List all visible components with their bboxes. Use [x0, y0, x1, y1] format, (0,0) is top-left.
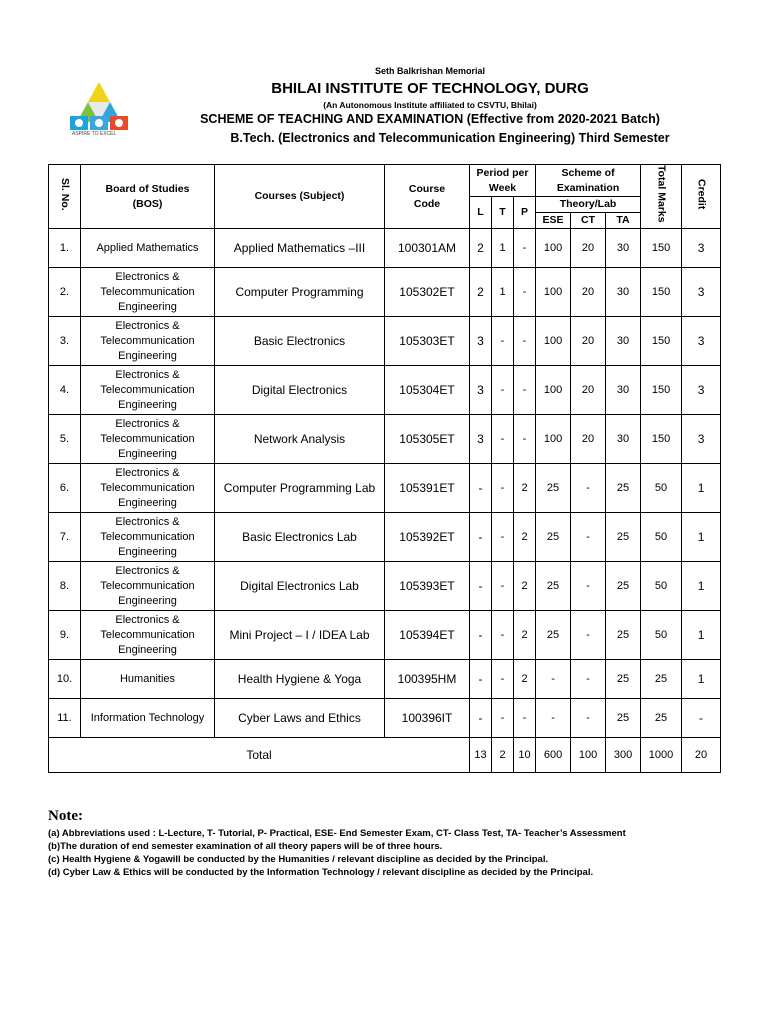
row-credit: 1 — [682, 562, 721, 611]
memorial-line: Seth Balkrishan Memorial — [374, 66, 486, 76]
row-sl-no: 2. — [49, 268, 81, 317]
row-P: - — [514, 268, 536, 317]
row-T: 1 — [492, 268, 514, 317]
row-bos: Electronics & Telecommunication Engineering — [81, 317, 215, 366]
row-total-marks: 50 — [641, 611, 682, 660]
row-course: Applied Mathematics –III — [215, 229, 385, 268]
row-course: Computer Programming — [215, 268, 385, 317]
row-T: - — [492, 464, 514, 513]
row-sl-no: 6. — [49, 464, 81, 513]
header-ESE: ESE — [536, 213, 571, 229]
row-T: - — [492, 366, 514, 415]
row-ESE: 100 — [536, 317, 571, 366]
row-bos: Electronics & Telecommunication Engineering — [81, 464, 215, 513]
total-L: 13 — [470, 738, 492, 773]
header-course-code: Course Code — [385, 165, 470, 229]
row-TA: 25 — [606, 562, 641, 611]
note-item: (a) Abbreviations used : L-Lecture, T- Tutorial, P- Practical, ESE- End Semester Exam, CT- Class Test, TA- Teacher’s Assessment — [48, 828, 626, 839]
row-course: Network Analysis — [215, 415, 385, 464]
row-L: - — [470, 513, 492, 562]
row-TA: 30 — [606, 415, 641, 464]
row-total-marks: 150 — [641, 268, 682, 317]
program-title: B.Tech. (Electronics and Telecommunication Engineering) Third Semester — [230, 131, 670, 145]
row-L: - — [470, 699, 492, 738]
row-course: Cyber Laws and Ethics — [215, 699, 385, 738]
table-row — [49, 562, 721, 611]
total-credit: 20 — [682, 738, 721, 773]
row-ESE: 25 — [536, 513, 571, 562]
row-credit: - — [682, 699, 721, 738]
header-bos: Board of Studies (BOS) — [81, 165, 215, 229]
row-course-code: 105394ET — [385, 611, 470, 660]
row-credit: 1 — [682, 513, 721, 562]
row-ESE: - — [536, 699, 571, 738]
row-sl-no: 8. — [49, 562, 81, 611]
row-bos: Electronics & Telecommunication Engineering — [81, 268, 215, 317]
row-CT: - — [571, 699, 606, 738]
row-T: - — [492, 415, 514, 464]
row-TA: 30 — [606, 317, 641, 366]
row-L: 3 — [470, 317, 492, 366]
row-CT: 20 — [571, 317, 606, 366]
row-course: Computer Programming Lab — [215, 464, 385, 513]
row-course: Digital Electronics — [215, 366, 385, 415]
row-course: Basic Electronics Lab — [215, 513, 385, 562]
row-sl-no: 7. — [49, 513, 81, 562]
row-total-marks: 150 — [641, 229, 682, 268]
row-ESE: 25 — [536, 464, 571, 513]
header-sl-no: Sl. No. — [49, 165, 81, 229]
note-item: (c) Health Hygiene & Yogawill be conducted by the Humanities / relevant discipline as decided by the Principal. — [48, 854, 549, 865]
scheme-title: SCHEME OF TEACHING AND EXAMINATION (Effective from 2020-2021 Batch) — [200, 112, 660, 126]
row-T: - — [492, 660, 514, 699]
row-sl-no: 4. — [49, 366, 81, 415]
row-ESE: 100 — [536, 366, 571, 415]
row-P: 2 — [514, 611, 536, 660]
row-total-marks: 50 — [641, 513, 682, 562]
row-L: - — [470, 611, 492, 660]
row-L: - — [470, 660, 492, 699]
row-CT: - — [571, 513, 606, 562]
row-total-marks: 50 — [641, 562, 682, 611]
row-L: - — [470, 562, 492, 611]
notes-section — [48, 808, 738, 879]
row-P: 2 — [514, 562, 536, 611]
row-P: 2 — [514, 660, 536, 699]
row-ESE: 25 — [536, 562, 571, 611]
row-P: 2 — [514, 513, 536, 562]
header-T: T — [492, 197, 514, 229]
total-marks: 1000 — [641, 738, 682, 773]
row-T: - — [492, 562, 514, 611]
row-bos: Electronics & Telecommunication Engineering — [81, 513, 215, 562]
institute-logo — [66, 80, 132, 140]
table-row — [49, 699, 721, 738]
table-row — [49, 229, 721, 268]
row-TA: 30 — [606, 366, 641, 415]
row-CT: 20 — [571, 366, 606, 415]
row-course-code: 105393ET — [385, 562, 470, 611]
row-L: 3 — [470, 366, 492, 415]
total-TA: 300 — [606, 738, 641, 773]
row-ESE: 100 — [536, 229, 571, 268]
row-bos: Information Technology — [81, 699, 215, 738]
row-T: - — [492, 611, 514, 660]
row-sl-no: 3. — [49, 317, 81, 366]
table-row — [49, 464, 721, 513]
row-CT: 20 — [571, 415, 606, 464]
table-row — [49, 268, 721, 317]
row-course-code: 100396IT — [385, 699, 470, 738]
row-credit: 1 — [682, 464, 721, 513]
row-sl-no: 9. — [49, 611, 81, 660]
table-row — [49, 611, 721, 660]
row-total-marks: 150 — [641, 415, 682, 464]
row-sl-no: 10. — [49, 660, 81, 699]
table-row — [49, 660, 721, 699]
row-sl-no: 5. — [49, 415, 81, 464]
row-credit: 3 — [682, 268, 721, 317]
row-ESE: 25 — [536, 611, 571, 660]
row-credit: 3 — [682, 229, 721, 268]
row-CT: 20 — [571, 268, 606, 317]
row-L: 2 — [470, 268, 492, 317]
row-T: - — [492, 513, 514, 562]
header-credit: Credit — [682, 165, 721, 229]
row-bos: Electronics & Telecommunication Engineering — [81, 366, 215, 415]
row-ESE: 100 — [536, 268, 571, 317]
row-TA: 25 — [606, 699, 641, 738]
table-row — [49, 415, 721, 464]
row-CT: - — [571, 464, 606, 513]
row-bos: Applied Mathematics — [81, 229, 215, 268]
table-row — [49, 513, 721, 562]
row-P: - — [514, 229, 536, 268]
row-course-code: 105392ET — [385, 513, 470, 562]
row-ESE: - — [536, 660, 571, 699]
row-P: 2 — [514, 464, 536, 513]
row-T: 1 — [492, 229, 514, 268]
table-row — [49, 317, 721, 366]
row-CT: 20 — [571, 229, 606, 268]
row-TA: 30 — [606, 268, 641, 317]
row-course-code: 100301AM — [385, 229, 470, 268]
total-label: Total — [49, 738, 470, 773]
row-course-code: 105391ET — [385, 464, 470, 513]
header-CT: CT — [571, 213, 606, 229]
header-courses: Courses (Subject) — [215, 165, 385, 229]
row-L: - — [470, 464, 492, 513]
row-course: Health Hygiene & Yoga — [215, 660, 385, 699]
header-theory-lab: Theory/Lab — [536, 197, 641, 213]
header-period: Period per Week — [470, 165, 536, 197]
row-bos: Electronics & Telecommunication Engineering — [81, 611, 215, 660]
row-TA: 25 — [606, 660, 641, 699]
row-TA: 25 — [606, 464, 641, 513]
row-total-marks: 150 — [641, 317, 682, 366]
total-P: 10 — [514, 738, 536, 773]
row-sl-no: 1. — [49, 229, 81, 268]
scheme-table — [48, 164, 721, 773]
row-P: - — [514, 366, 536, 415]
header-L: L — [470, 197, 492, 229]
row-bos: Electronics & Telecommunication Engineering — [81, 415, 215, 464]
row-credit: 3 — [682, 317, 721, 366]
row-credit: 3 — [682, 415, 721, 464]
header-TA: TA — [606, 213, 641, 229]
row-total-marks: 25 — [641, 699, 682, 738]
row-course: Mini Project – I / IDEA Lab — [215, 611, 385, 660]
row-bos: Humanities — [81, 660, 215, 699]
row-total-marks: 50 — [641, 464, 682, 513]
row-P: - — [514, 317, 536, 366]
row-course-code: 105303ET — [385, 317, 470, 366]
logo-caption: ASPIRE TO EXCEL — [72, 131, 117, 137]
note-item: (d) Cyber Law & Ethics will be conducted by the Information Technology / relevant discipline as decided by the Principal. — [48, 867, 594, 878]
row-CT: - — [571, 562, 606, 611]
row-course: Basic Electronics — [215, 317, 385, 366]
row-course-code: 105302ET — [385, 268, 470, 317]
row-TA: 25 — [606, 513, 641, 562]
table-row — [49, 366, 721, 415]
note-item: (b)The duration of end semester examination of all theory papers will be of three hours. — [48, 841, 443, 852]
row-course: Digital Electronics Lab — [215, 562, 385, 611]
row-T: - — [492, 317, 514, 366]
row-total-marks: 150 — [641, 366, 682, 415]
row-credit: 3 — [682, 366, 721, 415]
row-credit: 1 — [682, 660, 721, 699]
total-T: 2 — [492, 738, 514, 773]
row-course-code: 105305ET — [385, 415, 470, 464]
row-credit: 1 — [682, 611, 721, 660]
header-total-marks: Total Marks — [641, 165, 682, 229]
row-bos: Electronics & Telecommunication Engineering — [81, 562, 215, 611]
row-T: - — [492, 699, 514, 738]
row-P: - — [514, 699, 536, 738]
institute-name: BHILAI INSTITUTE OF TECHNOLOGY, DURG — [271, 80, 589, 97]
total-row — [49, 738, 721, 773]
affiliation-line: (An Autonomous Institute affiliated to CSVTU, Bhilai) — [323, 100, 537, 110]
row-course-code: 100395HM — [385, 660, 470, 699]
row-CT: - — [571, 660, 606, 699]
row-CT: - — [571, 611, 606, 660]
total-CT: 100 — [571, 738, 606, 773]
row-ESE: 100 — [536, 415, 571, 464]
row-L: 2 — [470, 229, 492, 268]
row-TA: 25 — [606, 611, 641, 660]
total-ESE: 600 — [536, 738, 571, 773]
header-exam-scheme: Scheme of Examination — [536, 165, 641, 197]
row-total-marks: 25 — [641, 660, 682, 699]
row-sl-no: 11. — [49, 699, 81, 738]
row-L: 3 — [470, 415, 492, 464]
row-P: - — [514, 415, 536, 464]
row-course-code: 105304ET — [385, 366, 470, 415]
notes-title: Note: — [48, 808, 83, 824]
header-P: P — [514, 197, 536, 229]
row-TA: 30 — [606, 229, 641, 268]
